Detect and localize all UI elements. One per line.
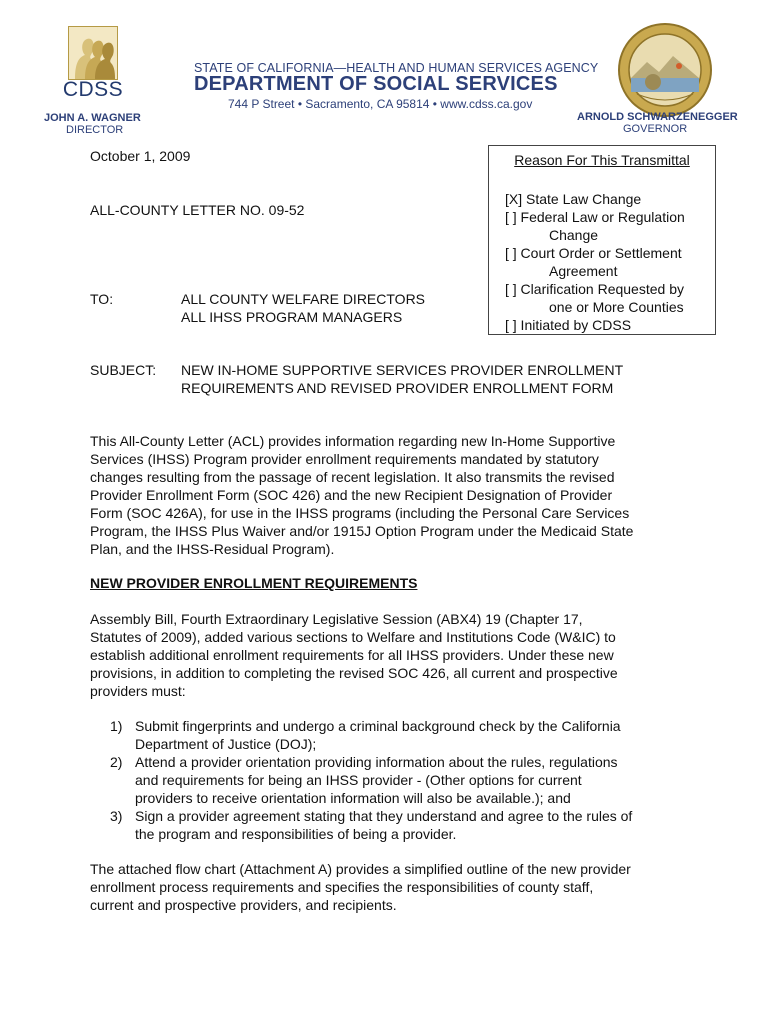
section-heading: NEW PROVIDER ENROLLMENT REQUIREMENTS <box>90 575 418 591</box>
list-line: Submit fingerprints and undergo a criminal background check by the California <box>135 718 621 734</box>
list-number: 1) <box>110 718 123 734</box>
list-number: 2) <box>110 754 123 770</box>
transmittal-reason: [X] State Law Change <box>505 191 642 207</box>
transmittal-reason-cont: one or More Counties <box>549 299 684 315</box>
cdss-logo-image <box>68 26 118 80</box>
paragraph-line: current and prospective providers, and recipients. <box>90 897 397 913</box>
california-state-seal <box>617 22 713 118</box>
subject-text <box>181 361 623 397</box>
closing-paragraph <box>90 860 690 914</box>
recipient-line: ALL IHSS PROGRAM MANAGERS <box>181 309 403 325</box>
list-line: Department of Justice (DOJ); <box>135 736 317 752</box>
transmittal-title: Reason For This Transmittal <box>514 152 690 168</box>
transmittal-reason-cont: Change <box>549 227 599 243</box>
people-silhouette-icon <box>69 27 117 79</box>
director-title: DIRECTOR <box>66 124 124 136</box>
director-name: JOHN A. WAGNER <box>44 112 141 124</box>
recipients <box>181 290 425 326</box>
subject-line: REQUIREMENTS AND REVISED PROVIDER ENROLLMENT FORM <box>181 380 614 396</box>
letter-date: October 1, 2009 <box>90 148 191 164</box>
paragraph-line: Assembly Bill, Fourth Extraordinary Legislative Session (ABX4) 19 (Chapter 17, <box>90 611 583 627</box>
to-label: TO: <box>90 291 114 307</box>
list-line: providers to receive orientation information will also be available.); and <box>135 790 571 806</box>
section-paragraph <box>90 610 690 700</box>
governor-title: GOVERNOR <box>623 123 688 135</box>
governor-name: ARNOLD SCHWARZENEGGER <box>577 111 738 123</box>
paragraph-line: enrollment process requirements and specifies the responsibilities of county staff, <box>90 879 594 895</box>
paragraph-line: provisions, in addition to completing the revised SOC 426, all current and prospective <box>90 665 618 681</box>
list-item <box>90 807 690 843</box>
subject-label: SUBJECT: <box>90 362 157 378</box>
subject-line: NEW IN-HOME SUPPORTIVE SERVICES PROVIDER ENROLLMENT <box>181 362 624 378</box>
transmittal-reason: [ ] Clarification Requested by <box>505 281 684 297</box>
transmittal-reason: [ ] Court Order or Settlement <box>505 245 682 261</box>
paragraph-line: Statutes of 2009), added various sections to Welfare and Institutions Code (W&IC) to <box>90 629 616 645</box>
paragraph-line: changes resulting from the passage of recent legislation. It also transmits the revised <box>90 469 615 485</box>
transmittal-reason: [ ] Federal Law or Regulation <box>505 209 685 225</box>
paragraph-line: Program, the IHSS Plus Waiver and/or 1915J Option Program under the Medicaid State <box>90 523 634 539</box>
department-address: 744 P Street • Sacramento, CA 95814 • www.cdss.ca.gov <box>228 97 533 111</box>
paragraph-line: Provider Enrollment Form (SOC 426) and the new Recipient Designation of Provider <box>90 487 613 503</box>
requirements-list <box>90 717 690 843</box>
list-number: 3) <box>110 808 123 824</box>
list-line: the program and responsibilities of being a provider. <box>135 826 457 842</box>
cdss-logo-text: CDSS <box>62 78 124 101</box>
paragraph-line: providers must: <box>90 683 186 699</box>
intro-paragraph <box>90 432 690 558</box>
paragraph-line: Form (SOC 426A), for use in the IHSS programs (including the Personal Care Services <box>90 505 630 521</box>
recipient-line: ALL COUNTY WELFARE DIRECTORS <box>181 291 426 307</box>
transmittal-reason-box <box>488 145 716 335</box>
list-item <box>90 753 690 807</box>
paragraph-line: Plan, and the IHSS-Residual Program). <box>90 541 335 557</box>
transmittal-reason: [ ] Initiated by CDSS <box>505 317 632 333</box>
list-line: Attend a provider orientation providing information about the rules, regulations <box>135 754 618 770</box>
department-name: DEPARTMENT OF SOCIAL SERVICES <box>194 73 558 95</box>
paragraph-line: Services (IHSS) Program provider enrollment requirements mandated by statutory <box>90 451 599 467</box>
list-line: Sign a provider agreement stating that they understand and agree to the rules of <box>135 808 633 824</box>
transmittal-reasons <box>505 190 685 334</box>
paragraph-line: establish additional enrollment requirements for all IHSS providers. Under these new <box>90 647 614 663</box>
paragraph-line: This All-County Letter (ACL) provides information regarding new In-Home Supportive <box>90 433 616 449</box>
agency-name: STATE OF CALIFORNIA—HEALTH AND HUMAN SERVICES AGENCY <box>194 61 599 75</box>
transmittal-reason-cont: Agreement <box>549 263 618 279</box>
list-line: and requirements for being an IHSS provider - (Other options for current <box>135 772 582 788</box>
acl-number: ALL-COUNTY LETTER NO. 09-52 <box>90 202 305 218</box>
list-item <box>90 717 690 753</box>
paragraph-line: The attached flow chart (Attachment A) provides a simplified outline of the new provider <box>90 861 631 877</box>
